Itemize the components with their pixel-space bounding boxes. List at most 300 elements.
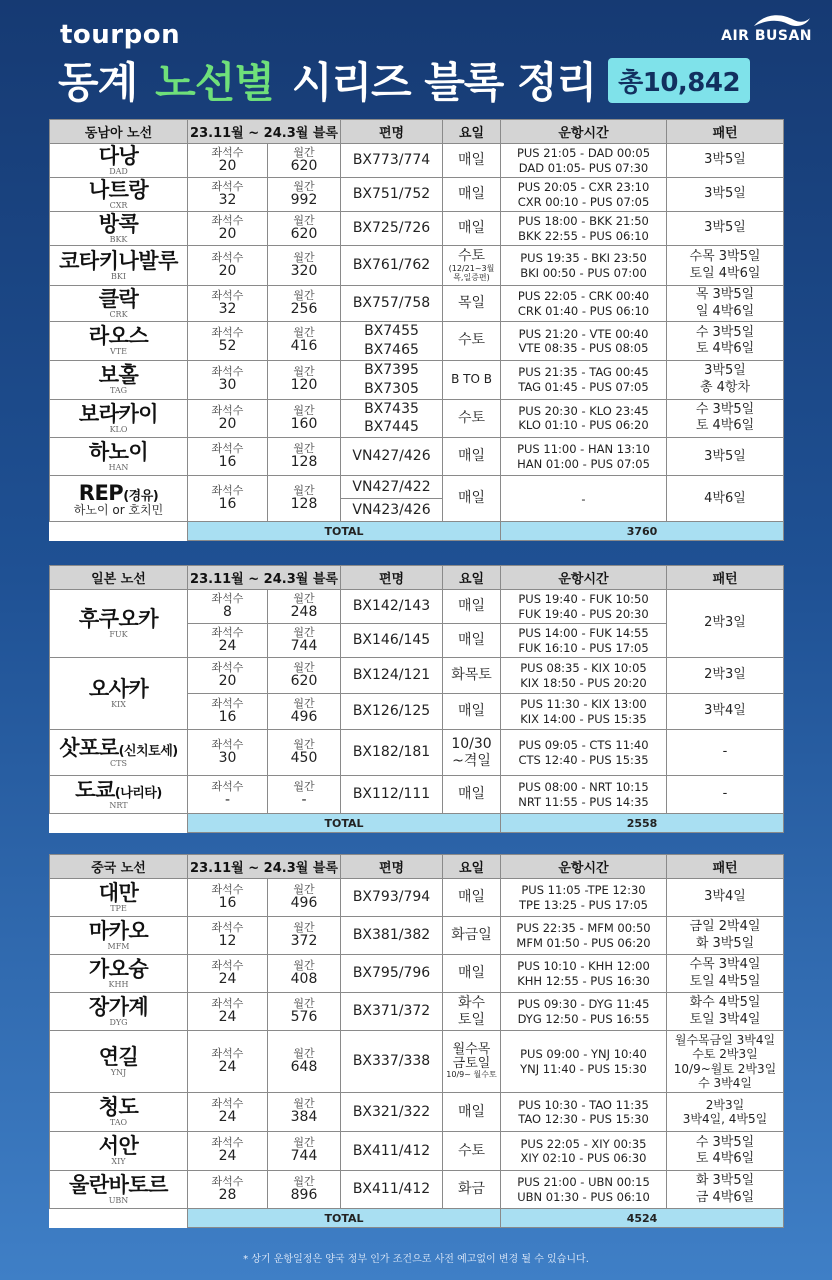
seat-count: 30 [218,749,237,766]
operating-days: 매일 [443,212,501,246]
page-title [58,52,750,108]
seat-label: 좌석수 [211,145,244,159]
monthly-count: 620 [290,157,318,174]
operating-days: 수토 [443,1132,501,1171]
airport-code: MFM [107,941,130,951]
operating-days: 매일 [443,144,501,178]
route-name: 다낭 [98,143,139,168]
schedule-out: PUS 19:35 - BKI 23:50 [520,251,647,266]
operating-days: 수토 [443,399,501,438]
route-name: REP [78,480,124,505]
operating-days: 화수 [457,994,486,1011]
flight-number: BX793/794 [341,879,443,917]
total-label: TOTAL [188,1209,501,1228]
monthly-label: 월간 [293,1046,315,1060]
airport-code: KIX [111,699,126,709]
monthly-count: 496 [290,708,318,725]
schedule-in: KIX 18:50 - PUS 20:20 [520,675,647,690]
operating-days: 화금일 [443,917,501,955]
trip-pattern: 3박4일 [667,694,784,730]
trip-pattern: 3박4일 [667,879,784,917]
trip-pattern: 수 3박5일 [695,1134,755,1150]
schedule-in: NRT 11:55 - PUS 14:35 [518,794,649,809]
route-name: 도쿄 [75,777,115,802]
seat-count: 24 [218,637,237,654]
title-part-1: 동계 [58,58,138,107]
monthly-label: 월간 [293,442,315,456]
monthly-count: - [301,791,307,808]
seat-count: 32 [218,300,237,317]
trip-pattern: 수목 3박4일 [689,957,761,973]
operating-days: 매일 [443,438,501,476]
flight-number: VN427/426 [341,438,443,476]
schedule-in: TAO 12:30 - PUS 15:30 [518,1112,649,1126]
monthly-label: 월간 [293,145,315,159]
seat-count: 8 [223,603,232,620]
trip-pattern: - [667,776,784,814]
airport-code: NRT [109,800,128,810]
seat-label: 좌석수 [211,288,244,302]
seat-label: 좌석수 [211,958,244,972]
seat-label: 좌석수 [211,779,244,793]
trip-pattern: 3박4일, 4박5일 [682,1112,768,1126]
col-flight: 편명 [341,566,443,590]
flight-number: BX725/726 [341,212,443,246]
trip-pattern: 총 4항차 [699,379,751,395]
schedule-out: PUS 21:00 - UBN 00:15 [517,1175,650,1190]
schedule-in: TPE 13:25 - PUS 17:05 [519,897,648,912]
seat-label: 좌석수 [211,364,244,378]
operating-days-note: 10/9~ 월수토 [446,1070,497,1080]
tourpon-logo: tourpon [60,20,181,50]
seat-count: 16 [218,454,237,471]
seat-label: 좌석수 [211,1136,244,1150]
schedule-out: PUS 08:00 - NRT 10:15 [518,780,649,795]
flight-number: BX321/322 [341,1093,443,1132]
airport-code: HAN [108,463,129,473]
trip-pattern: 목 3박5일 [695,287,755,303]
airport-code: XIY [111,1157,126,1167]
air-busan-logo [721,12,812,44]
seat-label: 좌석수 [211,882,244,896]
airport-code: BKK [109,234,128,244]
seat-count: 20 [218,157,237,174]
trip-pattern: 토일 3박4일 [689,1011,761,1027]
schedule-in: XIY 02:10 - PUS 06:30 [520,1151,647,1165]
flight-number: BX757/758 [341,286,443,322]
operating-days: 매일 [443,694,501,730]
seat-label: 좌석수 [211,591,244,605]
col-pattern: 패턴 [667,120,784,144]
flight-number: BX751/752 [341,178,443,212]
monthly-count: 160 [290,415,318,432]
southeast-asia-table [49,119,784,541]
seat-label: 좌석수 [211,1097,244,1111]
table-row [50,399,784,438]
flight-number: BX182/181 [341,730,443,776]
title-part-3: 시리즈 블록 정리 [291,58,597,107]
airport-code: CRK [109,309,128,319]
monthly-label: 월간 [293,250,315,264]
seat-count: 52 [218,338,237,355]
trip-pattern: 화 3박5일 [695,935,755,951]
airport-code: FUK [109,629,128,639]
total-value: 3760 [501,522,784,541]
flight-number: BX411/412 [341,1132,443,1171]
seat-label: 좌석수 [211,442,244,456]
table-row [50,476,784,499]
trip-pattern: 토일 4박6일 [689,265,761,281]
monthly-count: 248 [290,603,318,620]
col-pattern: 패턴 [667,855,784,879]
table-row [50,322,784,361]
flight-number: BX7395 [364,361,419,378]
schedule-out: PUS 22:05 - XIY 00:35 [520,1136,647,1151]
seat-label: 좌석수 [211,250,244,264]
table-row [50,360,784,399]
table-row [50,776,784,814]
col-flight: 편명 [341,855,443,879]
airport-code: BKI [110,271,126,281]
schedule-in: KLO 01:10 - PUS 06:20 [518,418,649,433]
col-day: 요일 [443,855,501,879]
monthly-count: 620 [290,225,318,242]
seat-label: 좌석수 [211,1046,244,1060]
trip-pattern: 2박3일 [667,590,784,658]
trip-pattern: 토 4박6일 [695,340,755,356]
flight-number: BX411/412 [341,1171,443,1209]
table-row [50,1031,784,1093]
monthly-count: 648 [290,1058,318,1075]
schedule-in: UBN 01:30 - PUS 06:10 [517,1189,650,1204]
table-row [50,438,784,476]
seat-count: 20 [218,262,237,279]
airport-code: TAO [109,1118,128,1128]
seat-count: 30 [218,377,237,394]
table-row [50,212,784,246]
route-subtitle: 하노이 or 호치민 [73,502,164,517]
seat-label: 좌석수 [211,326,244,340]
schedule-out: PUS 09:05 - CTS 11:40 [518,738,649,753]
airport-code: CTS [110,758,127,768]
col-flight: 편명 [341,120,443,144]
table-row [50,1171,784,1209]
flight-number: BX795/796 [341,955,443,993]
flight-number: BX7435 [364,400,419,417]
monthly-count: 128 [290,454,318,471]
table-row [50,246,784,286]
monthly-label: 월간 [293,737,315,751]
trip-pattern: 2박3일 [667,658,784,694]
route-name: 장가계 [88,994,149,1019]
schedule-out: PUS 11:00 - HAN 13:10 [517,442,650,457]
trip-pattern: 3박5일 [667,178,784,212]
operating-days: 10/30 [451,735,492,752]
monthly-label: 월간 [293,484,315,498]
flight-number: BX146/145 [341,624,443,658]
trip-pattern: 10/9~월토 2박3일 [673,1061,777,1076]
trip-pattern: 3박5일 [667,212,784,246]
flight-number: BX7455 [364,323,419,339]
operating-days: 매일 [443,879,501,917]
trip-pattern: 화수 4박5일 [689,995,761,1011]
title-part-2: 노선별 [155,58,274,107]
trip-pattern: 수 3박4일 [698,1075,752,1090]
monthly-count: 372 [290,932,318,949]
seat-count: 24 [218,1008,237,1025]
monthly-label: 월간 [293,882,315,896]
col-day: 요일 [443,566,501,590]
operating-days: ~격일 [452,752,491,769]
air-busan-text: AIR BUSAN [721,28,812,44]
schedule-in: YNJ 11:40 - PUS 15:30 [520,1061,647,1076]
operating-days: 토일 [457,1011,486,1028]
monthly-count: 416 [290,338,318,355]
flight-number: BX7465 [364,341,419,358]
operating-days: 매일 [443,476,501,522]
monthly-count: 450 [290,749,318,766]
route-name: 청도 [98,1095,139,1120]
schedule-out: PUS 18:00 - BKK 21:50 [518,214,649,229]
seat-count: 16 [218,894,237,911]
schedule-out: PUS 10:30 - TAO 11:35 [518,1097,649,1112]
table-row [50,286,784,322]
operating-days-note: (12/21~3월 목,일증편) [448,264,495,282]
schedule-in: TAG 01:45 - PUS 07:05 [518,379,649,394]
col-block: 23.11월 ~ 24.3월 블록 [188,566,341,590]
trip-pattern: 일 4박6일 [695,303,755,319]
monthly-label: 월간 [293,779,315,793]
schedule-out: PUS 19:40 - FUK 10:50 [518,592,649,607]
monthly-label: 월간 [293,996,315,1010]
seat-count: 24 [218,970,237,987]
china-table [49,854,784,1228]
flight-number: BX7445 [364,419,419,436]
monthly-label: 월간 [293,625,315,639]
seat-label: 좌석수 [211,660,244,674]
operating-days: 수토 [457,248,486,265]
monthly-label: 월간 [293,326,315,340]
flight-number: BX112/111 [341,776,443,814]
trip-pattern: 4박6일 [667,476,784,522]
monthly-label: 월간 [293,213,315,227]
route-name: 울란바토르 [69,1172,168,1197]
route-name-suffix: (나리타) [114,785,162,801]
table-row [50,993,784,1031]
operating-days: 매일 [443,590,501,624]
monthly-count: 128 [290,496,318,513]
trip-pattern: 수 3박5일 [695,324,755,340]
operating-days: 수토 [443,322,501,361]
schedule-out: PUS 22:05 - CRK 00:40 [517,289,650,304]
schedule-out: PUS 10:10 - KHH 12:00 [517,959,650,974]
flight-number: BX126/125 [341,694,443,730]
trip-pattern: 금 4박6일 [695,1189,755,1205]
col-pattern: 패턴 [667,566,784,590]
schedule-in: VTE 08:35 - PUS 08:05 [518,340,649,355]
trip-pattern: 수토 2박3일 [692,1047,758,1062]
table-row [50,1093,784,1132]
monthly-label: 월간 [293,288,315,302]
route-name: 오사카 [88,676,149,701]
seat-count: 24 [218,1058,237,1075]
flight-number: BX7305 [364,380,419,397]
seat-label: 좌석수 [211,403,244,417]
flight-number: BX124/121 [341,658,443,694]
schedule-out: PUS 20:05 - CXR 23:10 [517,180,650,195]
flight-number: BX337/338 [341,1031,443,1093]
flight-number: BX761/762 [341,246,443,286]
route-name: 나트랑 [88,177,149,202]
route-name: 코타키나발루 [59,248,178,273]
col-time: 운항시간 [501,566,667,590]
trip-pattern: 2박3일 [705,1097,745,1112]
monthly-count: 384 [290,1109,318,1126]
total-seats-badge: 총10,842 [608,58,750,103]
total-row [50,522,784,541]
route-name: 보라카이 [78,401,159,426]
flight-number: BX371/372 [341,993,443,1031]
schedule-in: CXR 00:10 - PUS 07:05 [517,194,650,209]
monthly-label: 월간 [293,403,315,417]
airport-code: KHH [108,979,129,989]
seat-count: 24 [218,1109,237,1126]
schedule-in: CRK 01:40 - PUS 06:10 [517,303,650,318]
monthly-label: 월간 [293,696,315,710]
monthly-count: 320 [290,262,318,279]
airport-code: VTE [110,347,127,357]
flight-number: BX381/382 [341,917,443,955]
seat-label: 좌석수 [211,737,244,751]
trip-pattern: 수목 3박5일 [689,249,761,265]
total-row [50,814,784,833]
operating-days: 매일 [443,1093,501,1132]
seat-count: 20 [218,225,237,242]
seat-count: 16 [218,496,237,513]
schedule: - [501,476,667,522]
table-row [50,658,784,694]
schedule-out: PUS 20:30 - KLO 23:45 [518,404,649,419]
monthly-label: 월간 [293,1174,315,1188]
table-row [50,730,784,776]
seat-count: 28 [218,1186,237,1203]
schedule-in: BKK 22:55 - PUS 06:10 [518,228,649,243]
trip-pattern: 금일 2박4일 [689,919,761,935]
airport-code: UBN [108,1195,129,1205]
seat-count: - [224,791,231,808]
airport-code: YNJ [110,1067,127,1077]
col-day: 요일 [443,120,501,144]
route-name-suffix: (신치토세) [118,743,178,759]
flight-number: BX773/774 [341,144,443,178]
airport-code: DAD [109,166,128,176]
airport-code: CXR [109,200,128,210]
schedule-out: PUS 21:35 - TAG 00:45 [518,365,649,380]
operating-days: 매일 [443,178,501,212]
monthly-count: 496 [290,894,318,911]
total-value: 4524 [501,1209,784,1228]
trip-pattern: 3박5일 [704,363,746,379]
seat-label: 좌석수 [211,696,244,710]
schedule-in: HAN 01:00 - PUS 07:05 [517,456,650,471]
airport-code: KLO [109,424,128,434]
monthly-count: 896 [290,1186,318,1203]
route-name: 가오슝 [88,956,149,981]
footnote: * 상기 운항일정은 양국 정부 인가 조건으로 사전 예고없이 변경 될 수 있습니다. [243,1254,589,1265]
section-header-southeast-asia: 동남아 노선 [50,120,188,144]
schedule-in: BKI 00:50 - PUS 07:00 [520,265,647,280]
flight-number: BX142/143 [341,590,443,624]
airport-code: TAG [109,386,128,395]
seat-count: 16 [218,708,237,725]
route-name-suffix: (경유) [123,488,159,504]
operating-days: B TO B [443,360,501,399]
monthly-label: 월간 [293,1097,315,1111]
route-name: 삿포로 [59,735,119,760]
trip-pattern: 수 3박5일 [695,402,755,418]
trip-pattern: 토 4박6일 [695,1151,755,1166]
trip-pattern: 월수목금일 3박4일 [674,1032,776,1047]
schedule-in: KIX 14:00 - PUS 15:35 [520,711,647,726]
schedule-out: PUS 08:35 - KIX 10:05 [520,661,647,676]
trip-pattern: 화 3박5일 [695,1173,755,1189]
operating-days: 목일 [443,286,501,322]
col-time: 운항시간 [501,855,667,879]
route-name: 마카오 [88,918,149,943]
schedule-out: PUS 09:00 - YNJ 10:40 [520,1047,647,1062]
schedule-in: KHH 12:55 - PUS 16:30 [517,973,650,988]
route-name: 서안 [98,1134,139,1159]
schedule-out: PUS 11:05 -TPE 12:30 [521,883,646,898]
route-name: 라오스 [88,324,149,349]
section-header-china: 중국 노선 [50,855,188,879]
table-row [50,1132,784,1171]
seat-label: 좌석수 [211,920,244,934]
table-row [50,590,784,624]
trip-pattern: 3박5일 [667,144,784,178]
table-row [50,917,784,955]
total-row [50,1209,784,1228]
seat-count: 24 [218,1148,237,1165]
seat-label: 좌석수 [211,484,244,498]
schedule-in: MFM 01:50 - PUS 06:20 [516,935,651,950]
operating-days: 화금 [443,1171,501,1209]
schedule-in: DAD 01:05- PUS 07:30 [518,160,649,175]
monthly-label: 월간 [293,1136,315,1150]
seat-label: 좌석수 [211,213,244,227]
table-row [50,178,784,212]
seat-count: 20 [218,672,237,689]
trip-pattern: 토일 4박5일 [689,973,761,989]
operating-days: 금토일 [452,1056,491,1072]
airport-code: DYG [109,1017,128,1027]
seat-label: 좌석수 [211,996,244,1010]
monthly-count: 576 [290,1008,318,1025]
operating-days: 매일 [443,624,501,658]
monthly-count: 744 [290,637,318,654]
section-header-japan: 일본 노선 [50,566,188,590]
schedule-out: PUS 11:30 - KIX 13:00 [520,697,647,712]
total-label: TOTAL [188,522,501,541]
seat-label: 좌석수 [211,1174,244,1188]
schedule-out: PUS 09:30 - DYG 11:45 [517,997,650,1012]
col-block: 23.11월 ~ 24.3월 블록 [188,120,341,144]
operating-days: 매일 [443,776,501,814]
operating-days: 화목토 [443,658,501,694]
monthly-label: 월간 [293,591,315,605]
col-time: 운항시간 [501,120,667,144]
table-row [50,144,784,178]
